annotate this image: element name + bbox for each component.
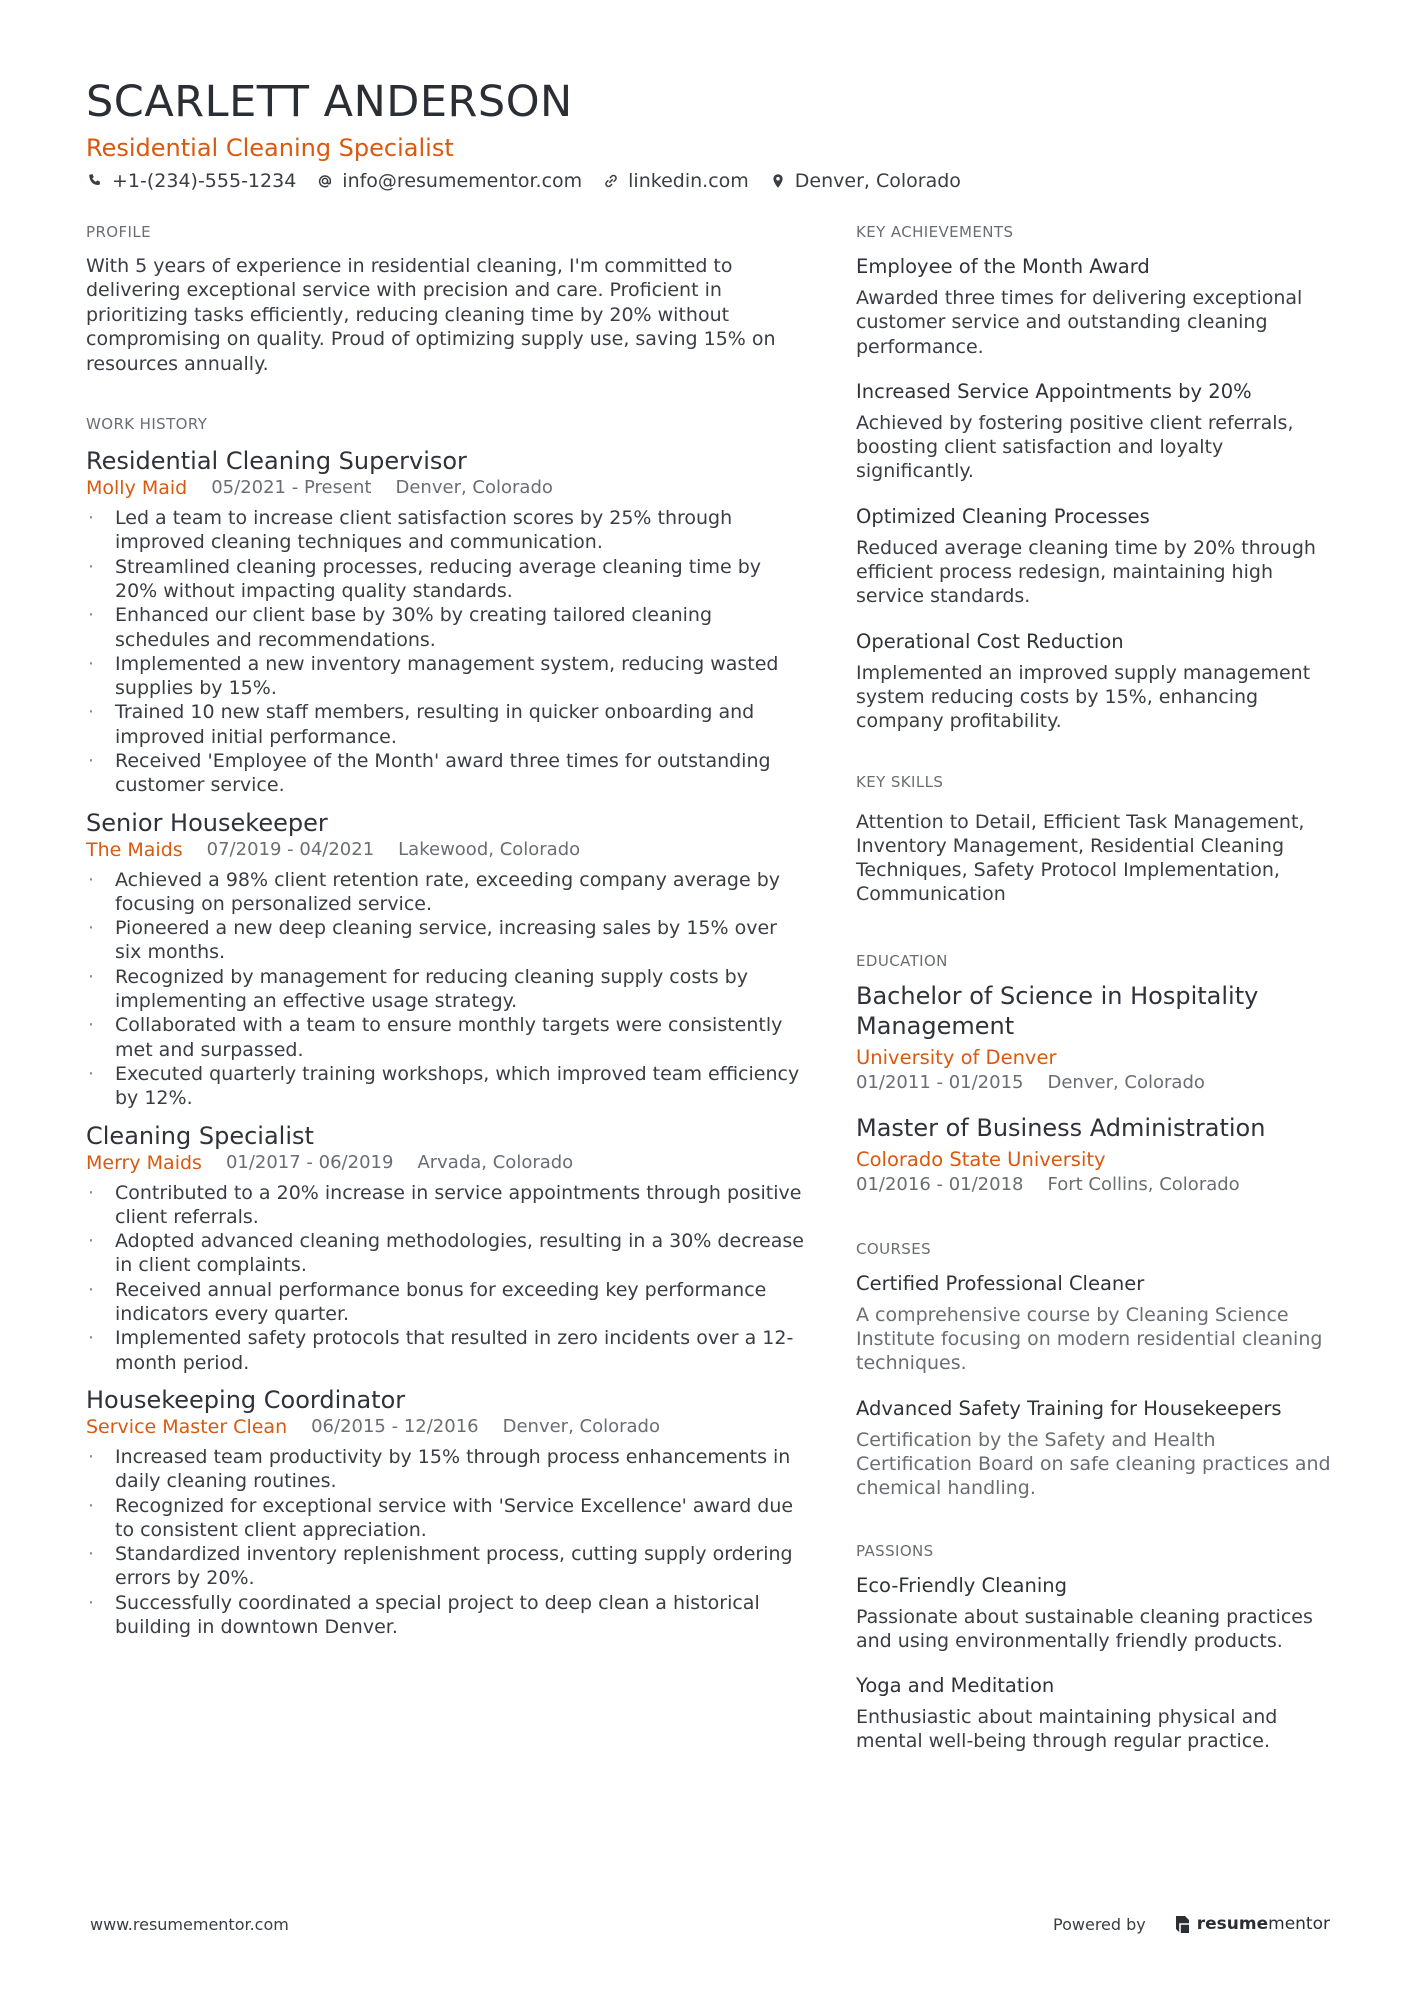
brand-logo[interactable]: [1174, 1914, 1330, 1934]
passion-title: Eco-Friendly Cleaning: [856, 1573, 1067, 1597]
link-icon: [602, 172, 620, 190]
course-text: A comprehensive course by Cleaning Science Institute focusing on modern residential cleaning techniques.: [856, 1303, 1323, 1375]
course-item: [856, 1396, 1336, 1501]
job-title: Residential Cleaning Supervisor: [86, 447, 467, 476]
email-text: info@resumementor.com: [342, 170, 583, 192]
achievement-title: Optimized Cleaning Processes: [856, 504, 1150, 528]
course-item: [856, 1271, 1336, 1376]
education-item: [856, 981, 1336, 1095]
achievement-item: [856, 629, 1336, 734]
education-degree: Master of Business Administration: [856, 1113, 1266, 1142]
bullet-item: · Contributed to a 20% increase in service appointments through positive client referrals.: [86, 1181, 806, 1230]
bullet-item: · Received 'Employee of the Month' award three times for outstanding customer service.: [86, 749, 806, 798]
bullet-item: · Received annual performance bonus for exceeding key performance indicators every quarter.: [86, 1278, 806, 1327]
job-location: Denver, Colorado: [502, 1415, 660, 1437]
right-column: [856, 222, 1336, 1754]
passions-heading: PASSIONS: [856, 1541, 934, 1560]
job-company: The Maids: [86, 838, 183, 861]
contact-phone[interactable]: [86, 170, 296, 192]
job-dates: 07/2019 - 04/2021: [206, 838, 375, 860]
bullet-item: · Implemented a new inventory management system, reducing wasted supplies by 15%.: [86, 652, 806, 701]
left-column: [86, 222, 806, 1639]
brand-light: mentor: [1268, 1914, 1330, 1934]
bullet-item: · Enhanced our client base by 30% by creating tailored cleaning schedules and recommendations.: [86, 603, 806, 652]
job-entry: [86, 446, 806, 798]
profile-heading: PROFILE: [86, 223, 151, 241]
bullet-item: · Implemented safety protocols that resulted in zero incidents over a 12-month period.: [86, 1326, 806, 1375]
job-company: Merry Maids: [86, 1151, 202, 1174]
bullet-item: · Collaborated with a team to ensure monthly targets were consistently met and surpassed.: [86, 1013, 806, 1062]
education-school: Colorado State University: [856, 1147, 1106, 1171]
skills-heading: KEY SKILLS: [856, 772, 944, 791]
job-location: Arvada, Colorado: [417, 1151, 574, 1173]
job-meta: [86, 838, 806, 862]
passion-text: Enthusiastic about maintaining physical and mental well-being through regular practice.: [856, 1706, 1278, 1753]
contact-email[interactable]: [316, 170, 582, 192]
job-title: Cleaning Specialist: [86, 1121, 314, 1150]
resumementor-logo-icon: [1174, 1915, 1191, 1934]
courses-heading: COURSES: [856, 1239, 932, 1258]
bullet-item: · Standardized inventory replenishment process, cutting supply ordering errors by 20%.: [86, 1542, 806, 1591]
job-meta: [86, 1415, 806, 1439]
education-school: University of Denver: [856, 1045, 1057, 1069]
education-item: [856, 1113, 1336, 1197]
resume-header: [86, 74, 1336, 192]
course-title: Certified Professional Cleaner: [856, 1271, 1145, 1295]
education-meta: [856, 1071, 1336, 1095]
job-location: Lakewood, Colorado: [398, 838, 581, 860]
candidate-name: SCARLETT ANDERSON: [86, 77, 573, 127]
achievement-item: [856, 379, 1336, 484]
education-heading: EDUCATION: [856, 951, 948, 970]
job-entry: [86, 1121, 806, 1375]
bullet-item: · Streamlined cleaning processes, reducing average cleaning time by 20% without impacting quality standards.: [86, 555, 806, 604]
achievement-title: Increased Service Appointments by 20%: [856, 379, 1252, 403]
job-company: Service Master Clean: [86, 1415, 288, 1438]
location-text: Denver, Colorado: [794, 170, 961, 192]
candidate-title: Residential Cleaning Specialist: [86, 134, 454, 162]
bullet-item: · Adopted advanced cleaning methodologies, resulting in a 30% decrease in client complaints.: [86, 1229, 806, 1278]
job-bullets: [86, 1181, 806, 1375]
passion-text: Passionate about sustainable cleaning practices and using environmentally friendly products.: [856, 1605, 1313, 1652]
job-bullets: [86, 868, 806, 1111]
job-dates: 01/2017 - 06/2019: [225, 1151, 394, 1173]
achievement-item: [856, 254, 1336, 359]
job-entry: [86, 1385, 806, 1639]
job-bullets: [86, 506, 806, 798]
bullet-item: · Successfully coordinated a special project to deep clean a historical building in downtown Denver.: [86, 1591, 806, 1640]
achievement-item: [856, 504, 1336, 609]
passion-item: [856, 1573, 1336, 1654]
phone-icon: [86, 172, 104, 190]
brand-bold: resume: [1196, 1914, 1269, 1934]
passion-item: [856, 1673, 1336, 1754]
contact-bar: [86, 170, 1336, 192]
achievements-heading: KEY ACHIEVEMENTS: [856, 223, 1014, 241]
work-history-heading: WORK HISTORY: [86, 415, 208, 434]
job-bullets: [86, 1445, 806, 1639]
education-dates: 01/2016 - 01/2018: [856, 1173, 1024, 1195]
job-meta: [86, 476, 806, 500]
bullet-item: · Trained 10 new staff members, resulting in quicker onboarding and improved initial performance.: [86, 700, 806, 749]
course-title: Advanced Safety Training for Housekeepers: [856, 1396, 1282, 1420]
achievement-title: Operational Cost Reduction: [856, 629, 1124, 653]
contact-linkedin[interactable]: [602, 170, 749, 192]
achievement-title: Employee of the Month Award: [856, 255, 1150, 278]
bullet-item: · Achieved a 98% client retention rate, exceeding company average by focusing on personalized service.: [86, 868, 806, 917]
education-dates: 01/2011 - 01/2015: [856, 1071, 1024, 1093]
job-dates: 05/2021 - Present: [211, 477, 372, 499]
bullet-item: · Pioneered a new deep cleaning service, increasing sales by 15% over six months.: [86, 916, 806, 965]
job-meta: [86, 1151, 806, 1175]
at-icon: [316, 172, 334, 190]
education-location: Fort Collins, Colorado: [1047, 1173, 1240, 1195]
achievement-text: Reduced average cleaning time by 20% through efficient process redesign, maintaining high service standards.: [856, 536, 1316, 608]
job-title: Senior Housekeeper: [86, 808, 328, 837]
footer-website-link[interactable]: www.resumementor.com: [90, 1914, 289, 1934]
education-degree: Bachelor of Science in Hospitality Management: [856, 981, 1259, 1040]
achievement-text: Awarded three times for delivering exceptional customer service and outstanding cleaning performance.: [856, 287, 1303, 358]
bullet-item: · Led a team to increase client satisfaction scores by 25% through improved cleaning techniques and communication.: [86, 506, 806, 555]
course-text: Certification by the Safety and Health Certification Board on safe cleaning practices and chemical handling.: [856, 1428, 1331, 1500]
bullet-item: · Executed quarterly training workshops, which improved team efficiency by 12%.: [86, 1062, 806, 1111]
bullet-item: · Increased team productivity by 15% through process enhancements in daily cleaning routines.: [86, 1445, 806, 1494]
linkedin-text: linkedin.com: [628, 170, 749, 192]
powered-by: [1053, 1914, 1330, 1934]
job-entry: [86, 808, 806, 1111]
location-pin-icon: [769, 172, 787, 190]
job-dates: 06/2015 - 12/2016: [311, 1415, 479, 1437]
passion-title: Yoga and Meditation: [856, 1674, 1055, 1698]
education-location: Denver, Colorado: [1047, 1071, 1205, 1093]
education-meta: [856, 1173, 1336, 1197]
job-company: Molly Maid: [86, 477, 188, 500]
job-location: Denver, Colorado: [395, 477, 553, 499]
phone-text: +1-(234)-555-1234: [112, 170, 297, 192]
achievement-text: Implemented an improved supply management system reducing costs by 15%, enhancing company profitability.: [856, 661, 1311, 733]
job-title: Housekeeping Coordinator: [86, 1385, 406, 1414]
powered-by-label: Powered by: [1053, 1914, 1146, 1934]
contact-location: [769, 170, 961, 192]
bullet-item: · Recognized by management for reducing cleaning supply costs by implementing an effective usage strategy.: [86, 965, 806, 1014]
page-footer: [90, 1914, 1330, 1934]
skills-text: Attention to Detail, Efficient Task Management, Inventory Management, Residential Cleaning Techniques, Safety Protocol Implementation, Communication: [856, 810, 1305, 906]
profile-text: With 5 years of experience in residential cleaning, I'm committed to delivering exceptional service with precision and care. Proficient in prioritizing tasks efficiently, reducing cleaning time by 20% without compromising on quality. Proud of optimizing supply use, saving 15% on resources annually.: [86, 255, 776, 375]
achievement-text: Achieved by fostering positive client referrals, boosting client satisfaction and loyalty significantly.: [856, 411, 1294, 483]
bullet-item: · Recognized for exceptional service with 'Service Excellence' award due to consistent client appreciation.: [86, 1494, 806, 1543]
